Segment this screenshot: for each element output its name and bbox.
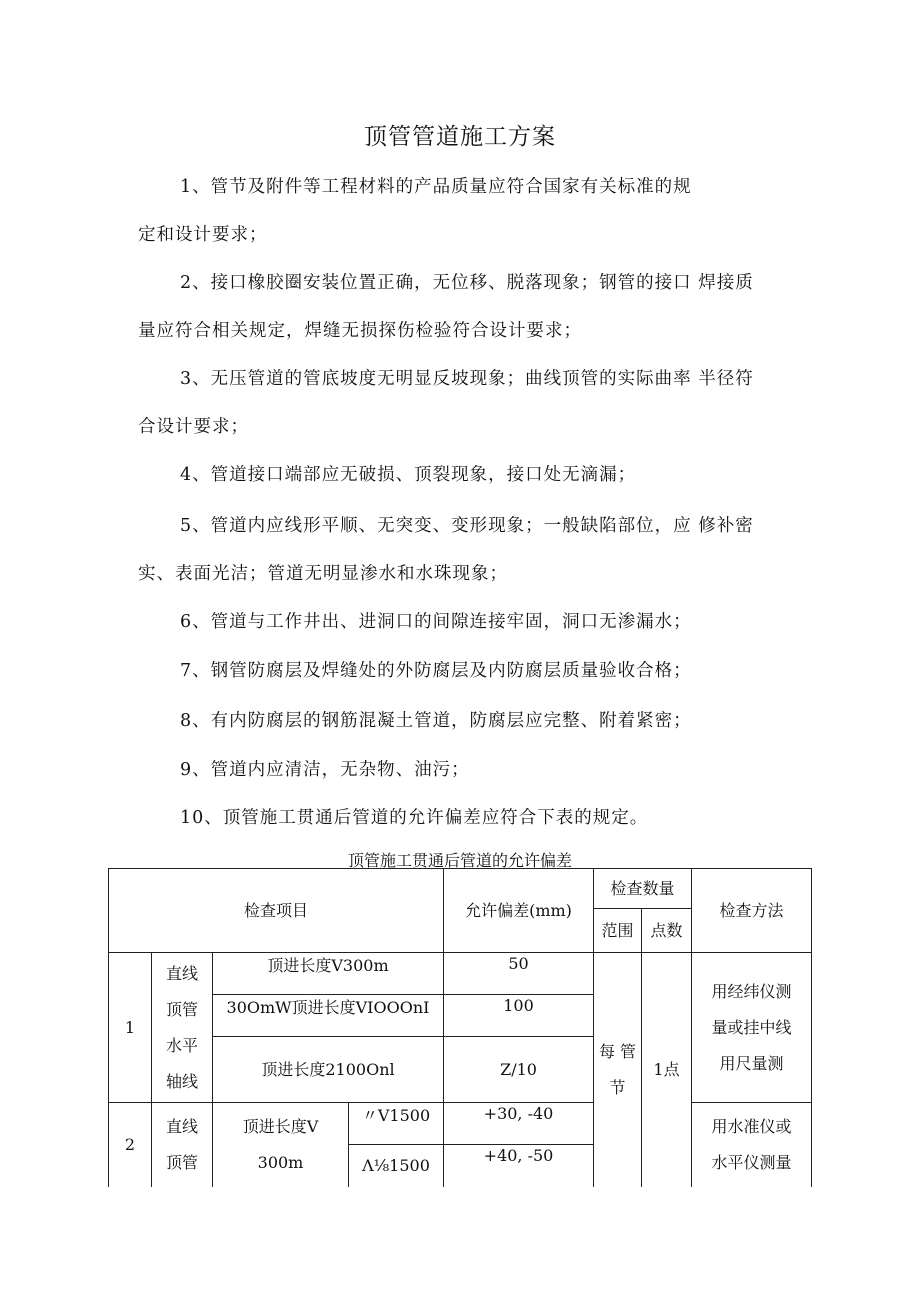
paragraph-1-line1: 1、管节及附件等工程材料的产品质量应符合国家有关标准的规 [180, 177, 692, 197]
paragraph-8-line1: 8、有内防腐层的钢筋混凝土管道，防腐层应完整、附着紧密； [180, 711, 692, 731]
range-cell: 每 管 节 [594, 953, 642, 1187]
row-2-sub-1-tol: +30, -40 [444, 1103, 594, 1145]
paragraph-7-line1: 7、钢管防腐层及焊缝处的外防腐层及内防腐层质量验收合格； [180, 661, 692, 681]
header-tolerance: 允许偏差(mm) [444, 869, 594, 953]
header-item: 检查项目 [109, 869, 444, 953]
row-2-sub-2-tol: +40, -50 [444, 1145, 594, 1187]
paragraph-4-line1: 4、管道接口端部应无破损、顶裂现象，接口处无滴漏； [180, 465, 637, 485]
row-1-sub-2-tol: 100 [444, 995, 594, 1037]
row-2-category: 直线 顶管 [152, 1103, 213, 1187]
row-2-sub-2-cond: Λ⅛1500 [349, 1145, 444, 1187]
header-method: 检查方法 [692, 869, 812, 953]
row-1-sub-3-desc: 顶进长度2100Onl [213, 1037, 444, 1103]
row-1-sub-3-tol: Z/10 [444, 1037, 594, 1103]
row-1-sub-1-desc: 顶进长度V300m [213, 953, 444, 995]
row-2-no: 2 [109, 1103, 152, 1187]
paragraph-1-line2: 定和设计要求； [138, 225, 268, 245]
row-1-no: 1 [109, 953, 152, 1103]
paragraph-9-line1: 9、管道内应清洁，无杂物、油污； [180, 760, 470, 780]
paragraph-3-line2: 合设计要求； [138, 417, 249, 437]
header-range: 范围 [594, 909, 642, 953]
table-caption: 顶管施工贯通后管道的允许偏差 [347, 851, 572, 870]
paragraph-2-line2: 量应符合相关规定，焊缝无损探伤检验符合设计要求； [138, 321, 582, 341]
paragraph-5-line1: 5、管道内应线形平顺、无突变、变形现象；一般缺陷部位，应 修补密 [180, 516, 754, 536]
paragraph-10-line1: 10、顶管施工贯通后管道的允许偏差应符合下表的规定。 [180, 808, 649, 828]
row-2-sub-1-cond: 〃V1500 [349, 1103, 444, 1145]
row-1-sub-2-desc: 30OmW顶进长度VIOOOnI [213, 995, 444, 1037]
header-count: 检查数量 [594, 869, 692, 909]
row-1-method: 用经纬仪测 量或挂中线 用尺量测 [692, 953, 812, 1103]
document-title: 顶管管道施工方案 [364, 124, 556, 150]
row-2-method: 用水准仪或 水平仪测量 [692, 1103, 812, 1187]
row-2-desc: 顶进长度V 300m [213, 1103, 349, 1187]
row-1-category: 直线 顶管 水平 轴线 [152, 953, 213, 1103]
points-cell: 1点 [642, 953, 692, 1187]
paragraph-2-line1: 2、接口橡胶圈安装位置正确，无位移、脱落现象；钢管的接口 焊接质 [180, 273, 754, 293]
row-1-sub-1-tol: 50 [444, 953, 594, 995]
header-points: 点数 [642, 909, 692, 953]
paragraph-3-line1: 3、无压管道的管底坡度无明显反坡现象；曲线顶管的实际曲率 半径符 [180, 369, 754, 389]
paragraph-6-line1: 6、管道与工作井出、进洞口的间隙连接牢固，洞口无渗漏水； [180, 612, 692, 632]
paragraph-5-line2: 实、表面光洁；管道无明显渗水和水珠现象； [138, 564, 508, 584]
tolerance-table [108, 868, 812, 1187]
